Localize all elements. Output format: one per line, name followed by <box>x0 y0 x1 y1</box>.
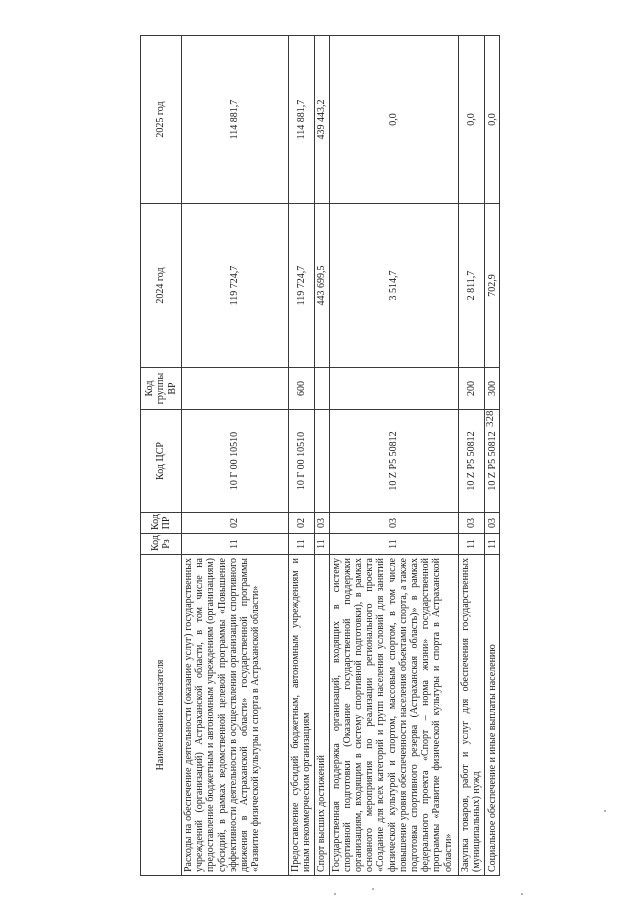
row-name: Закупка товаров, работ и услуг для обеспечения государственных (муниципальных) нужд <box>459 555 485 876</box>
table-row <box>315 36 330 876</box>
row-csr <box>315 410 330 513</box>
row-vr <box>315 368 330 410</box>
row-pr: 03 <box>315 513 330 534</box>
row-vr: 300 <box>485 368 500 410</box>
row-name: Расходы на обеспечение деятельности (оказание услуг) государственных учреждений (организаций) Астраханской области, в том числе на предоставление бюджетным и автономным учреждениям (организациям) субсидий, в рамках ведомственной целевой программы «Повышение эффективности деятельности в осуществлении организации спортивного движения в Астраханской области» государственной программы «Развитие физической культуры и спорта в Астраханской области» <box>182 555 289 876</box>
row-vr: 600 <box>288 368 314 410</box>
row-2025: 114 881,7 <box>182 36 289 204</box>
row-2025: 0,0 <box>485 36 500 204</box>
row-vr <box>329 368 459 410</box>
row-2025: 439 443,2 <box>315 36 330 204</box>
row-rz: 11 <box>315 534 330 555</box>
row-rz: 11 <box>485 534 500 555</box>
table-row <box>485 36 500 876</box>
header-2025: 2025 год <box>141 36 182 204</box>
row-csr: 10 Г 00 10510 <box>182 410 289 513</box>
row-2024: 3 514,7 <box>329 204 459 368</box>
row-2025: 114 881,7 <box>288 36 314 204</box>
row-2024: 119 724,7 <box>182 204 289 368</box>
row-name: Социальное обеспечение и иные выплаты населению <box>485 555 500 876</box>
row-rz: 11 <box>459 534 485 555</box>
row-name: Государственная поддержка организаций, входящих в систему спортивной подготовки (Оказание государственной поддержки организациям, входящим в систему спортивной подготовки), в рамках основного мероприятия по реализации регионального проекта «Создание для всех категорий и групп населения условий для занятий физической культурой и спортом, массовым спортом, в том числе повышение уровня обеспеченности населения объектами спорта, а также подготовка спортивного резерва (Астраханская область)» в рамках федерального проекта «Спорт – норма жизни» государственной программы «Развитие физической культуры и спорта в Астраханской области» <box>329 555 459 876</box>
table-row <box>182 36 289 876</box>
scan-speck <box>334 893 336 895</box>
header-name: Наименование показателя <box>141 555 182 876</box>
header-csr: Код ЦСР <box>141 410 182 513</box>
row-csr: 10 Z P5 50812 <box>485 410 500 513</box>
row-pr: 03 <box>459 513 485 534</box>
row-pr: 02 <box>288 513 314 534</box>
row-csr: 10 Z P5 50812 <box>459 410 485 513</box>
table-row <box>459 36 485 876</box>
row-pr: 03 <box>485 513 500 534</box>
row-name: Предоставление субсидий бюджетным, автономным учреждениям и иным некоммерческим организациям <box>288 555 314 876</box>
row-2024: 119 724,7 <box>288 204 314 368</box>
row-name: Спорт высших достижений <box>315 555 330 876</box>
header-row <box>141 36 182 876</box>
header-vr: Код группы ВР <box>141 368 182 410</box>
table-row <box>329 36 459 876</box>
row-pr: 02 <box>182 513 289 534</box>
scan-speck <box>604 810 606 812</box>
table-row <box>288 36 314 876</box>
row-2024: 702,9 <box>485 204 500 368</box>
row-vr: 200 <box>459 368 485 410</box>
page-number: 328 <box>484 410 496 427</box>
scan-speck <box>372 888 374 890</box>
row-rz: 11 <box>288 534 314 555</box>
header-2024: 2024 год <box>141 204 182 368</box>
rotated-table-container <box>140 36 500 876</box>
row-2025: 0,0 <box>329 36 459 204</box>
header-pr: Код ПР <box>141 513 182 534</box>
row-rz: 11 <box>329 534 459 555</box>
row-rz: 11 <box>182 534 289 555</box>
row-csr: 10 Z P5 50812 <box>329 410 459 513</box>
row-vr <box>182 368 289 410</box>
row-2025: 0,0 <box>459 36 485 204</box>
row-2024: 443 699,5 <box>315 204 330 368</box>
row-pr: 03 <box>329 513 459 534</box>
header-rz: Код Рз <box>141 534 182 555</box>
row-2024: 2 811,7 <box>459 204 485 368</box>
budget-table <box>140 35 500 876</box>
row-csr: 10 Г 00 10510 <box>288 410 314 513</box>
scan-speck <box>521 893 523 895</box>
